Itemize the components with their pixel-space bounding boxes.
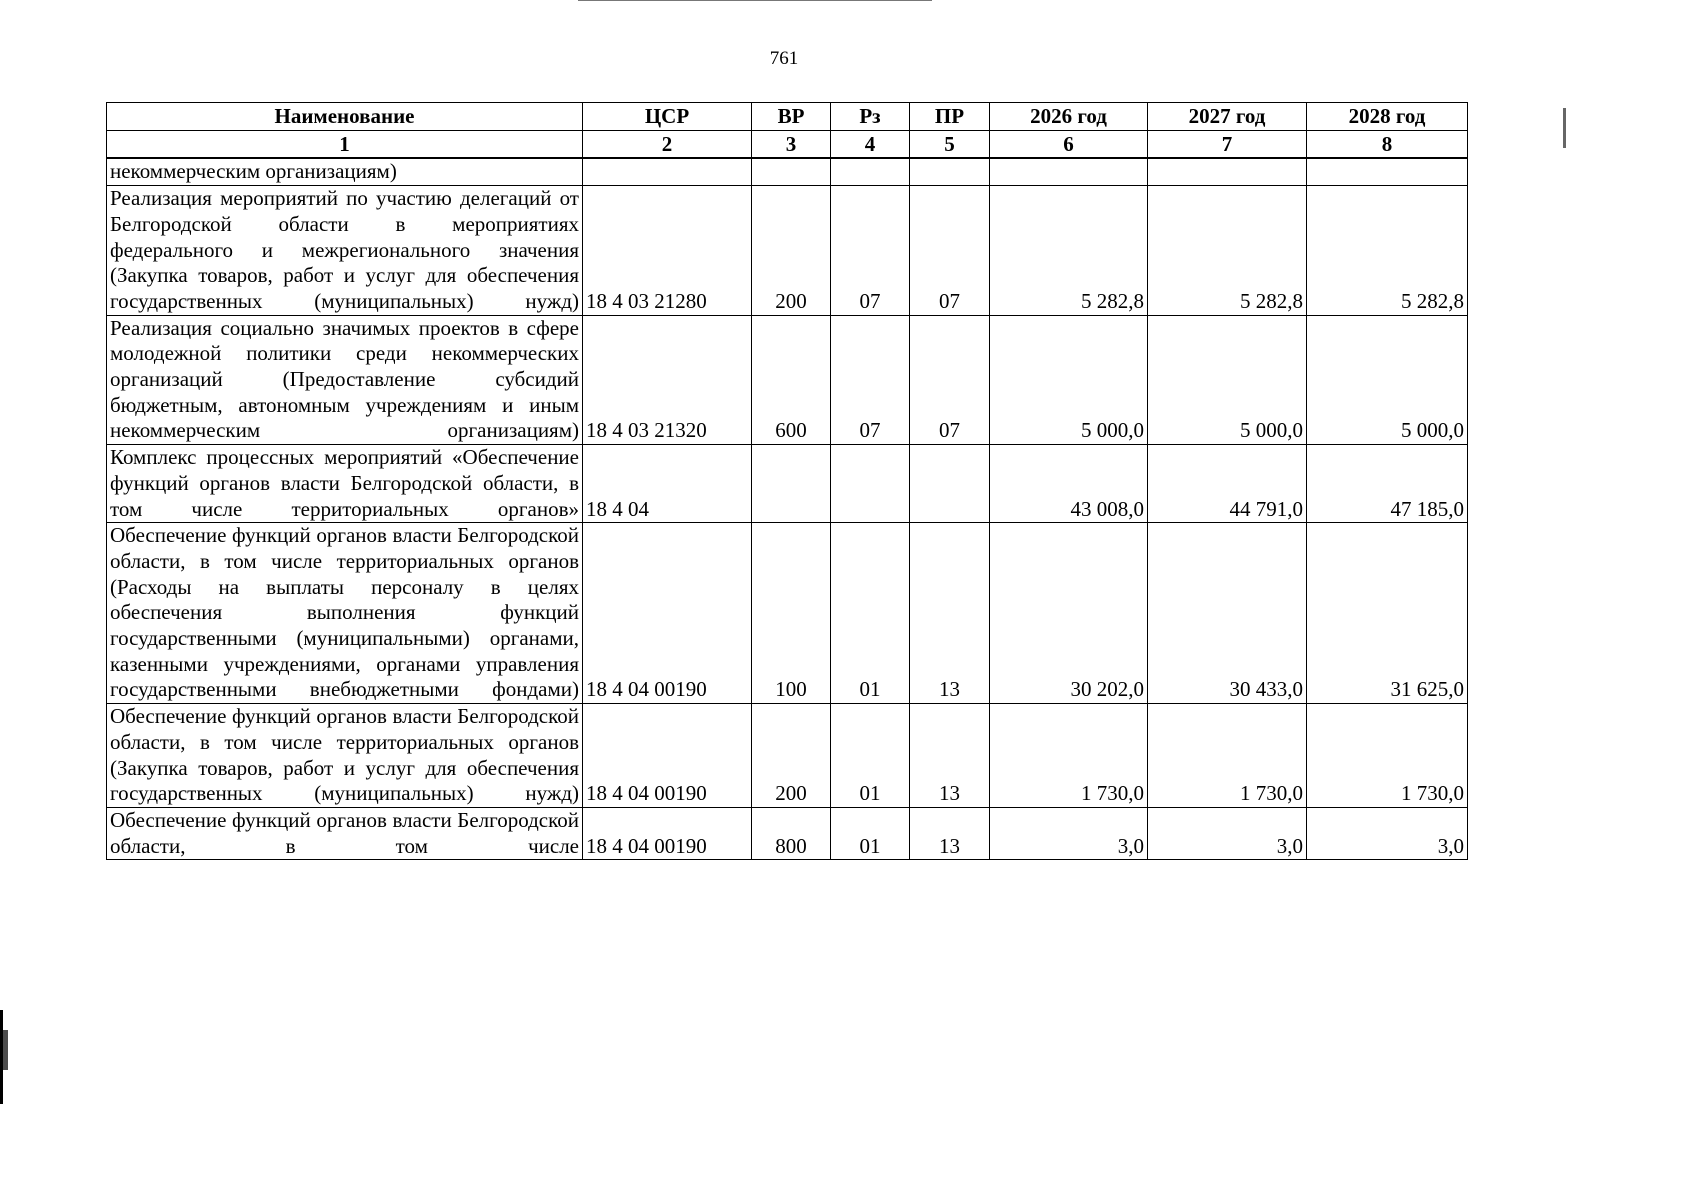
row-csr — [583, 158, 752, 185]
row-2027: 5 000,0 — [1148, 315, 1307, 445]
header-row — [107, 103, 1468, 131]
header-vr: ВР — [752, 103, 831, 131]
row-rz: 01 — [831, 523, 910, 704]
header-2027: 2027 год — [1148, 103, 1307, 131]
row-2026 — [990, 158, 1148, 185]
row-vr: 800 — [752, 807, 831, 859]
row-2028: 3,0 — [1307, 807, 1468, 859]
row-pr: 07 — [910, 315, 990, 445]
budget-table — [106, 102, 1468, 860]
table-row — [107, 315, 1468, 445]
row-2026: 5 282,8 — [990, 186, 1148, 316]
row-pr: 07 — [910, 186, 990, 316]
row-rz: 01 — [831, 704, 910, 808]
column-number-row — [107, 130, 1468, 158]
column-number: 8 — [1307, 130, 1468, 158]
row-2027: 5 282,8 — [1148, 186, 1307, 316]
row-2027 — [1148, 158, 1307, 185]
header-rz: Рз — [831, 103, 910, 131]
row-vr: 200 — [752, 186, 831, 316]
row-name: Комплекс процессных мероприятий «Обеспечение функций органов власти Белгородской области, в том числе территориальных органов» — [107, 445, 583, 523]
row-csr: 18 4 03 21280 — [583, 186, 752, 316]
row-2028: 5 282,8 — [1307, 186, 1468, 316]
table-row — [107, 158, 1468, 185]
row-2027: 3,0 — [1148, 807, 1307, 859]
page-number: 761 — [769, 48, 799, 69]
row-2026: 3,0 — [990, 807, 1148, 859]
table-header — [107, 103, 1468, 159]
scan-edge-mark — [1563, 108, 1566, 148]
row-pr — [910, 445, 990, 523]
row-rz: 01 — [831, 807, 910, 859]
header-2028: 2028 год — [1307, 103, 1468, 131]
header-pr: ПР — [910, 103, 990, 131]
row-2027: 1 730,0 — [1148, 704, 1307, 808]
table-row — [107, 704, 1468, 808]
row-2027: 30 433,0 — [1148, 523, 1307, 704]
column-number: 5 — [910, 130, 990, 158]
row-pr: 13 — [910, 807, 990, 859]
row-csr: 18 4 04 — [583, 445, 752, 523]
row-rz — [831, 445, 910, 523]
header-name: Наименование — [107, 103, 583, 131]
column-number: 7 — [1148, 130, 1307, 158]
column-number: 4 — [831, 130, 910, 158]
row-2028: 5 000,0 — [1307, 315, 1468, 445]
row-name: Обеспечение функций органов власти Белгородской области, в том числе — [107, 807, 583, 859]
column-number: 3 — [752, 130, 831, 158]
row-vr — [752, 445, 831, 523]
row-2028: 47 185,0 — [1307, 445, 1468, 523]
row-2028 — [1307, 158, 1468, 185]
row-rz — [831, 158, 910, 185]
row-csr: 18 4 04 00190 — [583, 523, 752, 704]
row-rz: 07 — [831, 315, 910, 445]
table-row — [107, 523, 1468, 704]
row-vr: 600 — [752, 315, 831, 445]
table-body — [107, 158, 1468, 859]
row-2026: 43 008,0 — [990, 445, 1148, 523]
row-name: Обеспечение функций органов власти Белгородской области, в том числе территориальных органов (Закупка товаров, работ и услуг для обеспечения государственных (муниципальных) нужд) — [107, 704, 583, 808]
row-pr: 13 — [910, 704, 990, 808]
row-vr: 100 — [752, 523, 831, 704]
table-row — [107, 186, 1468, 316]
scan-edge-mark — [3, 1030, 8, 1070]
table-row — [107, 445, 1468, 523]
row-2027: 44 791,0 — [1148, 445, 1307, 523]
row-vr: 200 — [752, 704, 831, 808]
column-number: 2 — [583, 130, 752, 158]
row-rz: 07 — [831, 186, 910, 316]
row-2026: 1 730,0 — [990, 704, 1148, 808]
header-csr: ЦСР — [583, 103, 752, 131]
row-csr: 18 4 03 21320 — [583, 315, 752, 445]
table-row — [107, 807, 1468, 859]
row-csr: 18 4 04 00190 — [583, 807, 752, 859]
top-scan-rule — [578, 0, 932, 1]
row-pr — [910, 158, 990, 185]
row-2028: 1 730,0 — [1307, 704, 1468, 808]
row-2028: 31 625,0 — [1307, 523, 1468, 704]
row-vr — [752, 158, 831, 185]
column-number: 1 — [107, 130, 583, 158]
row-name: Реализация социально значимых проектов в сфере молодежной политики среди некоммерческих организаций (Предоставление субсидий бюджетным, автономным учреждениям и иным некоммерческим организациям) — [107, 315, 583, 445]
header-2026: 2026 год — [990, 103, 1148, 131]
row-2026: 5 000,0 — [990, 315, 1148, 445]
row-name: Обеспечение функций органов власти Белгородской области, в том числе территориальных органов (Расходы на выплаты персоналу в целях обеспечения выполнения функций государственными (муниципальными) органами, казенными учреждениями, органами управления государственными внебюджетными фондами) — [107, 523, 583, 704]
row-csr: 18 4 04 00190 — [583, 704, 752, 808]
row-name: Реализация мероприятий по участию делегаций от Белгородской области в мероприятиях федерального и межрегионального значения (Закупка товаров, работ и услуг для обеспечения государственных (муниципальных) нужд) — [107, 186, 583, 316]
row-2026: 30 202,0 — [990, 523, 1148, 704]
row-pr: 13 — [910, 523, 990, 704]
column-number: 6 — [990, 130, 1148, 158]
row-name: некоммерческим организациям) — [107, 158, 583, 185]
